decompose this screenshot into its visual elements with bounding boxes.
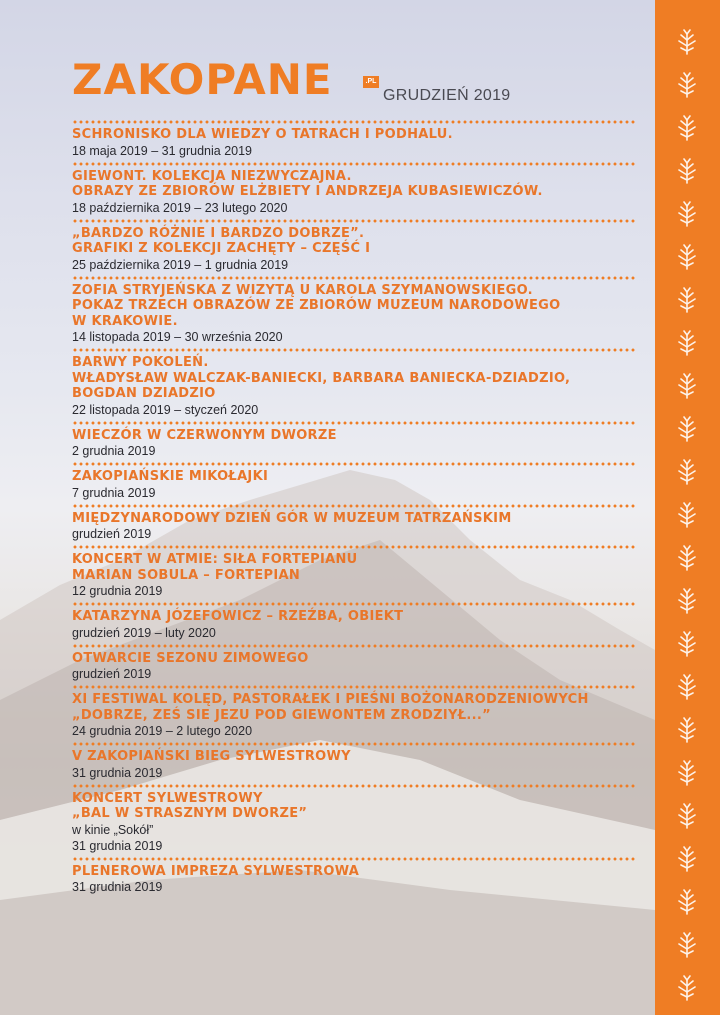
event-item [72, 606, 640, 644]
event-date: 18 maja 2019 – 31 grudnia 2019 [72, 143, 253, 158]
event-item [72, 166, 640, 219]
event-date: 2 grudnia 2019 [72, 444, 156, 458]
leaf-ornament-icon [673, 630, 701, 658]
event-item [72, 124, 640, 162]
leaf-ornament-icon [673, 716, 701, 744]
event-title: KONCERT W ATMIE: SIŁA FORTEPIANU [72, 552, 358, 567]
leaf-ornament-icon [673, 544, 701, 572]
leaf-ornament-icon [673, 114, 701, 142]
event-item [72, 746, 640, 784]
event-item [72, 280, 640, 349]
event-item [72, 466, 640, 504]
leaf-ornament-icon [673, 71, 701, 99]
leaf-ornament-icon [673, 157, 701, 185]
leaf-ornament-icon [673, 974, 701, 1002]
leaf-ornament-icon [673, 329, 701, 357]
event-title: WŁADYSŁAW WALCZAK-BANIECKI, BARBARA BANIECKA-DZIADZIO, [72, 370, 571, 386]
leaf-ornament-icon [673, 673, 701, 701]
event-date: 25 października 2019 – 1 grudnia 2019 [72, 257, 289, 272]
leaf-ornament-icon [673, 286, 701, 314]
event-date: 31 grudnia 2019 [72, 838, 163, 853]
event-item [72, 549, 640, 602]
month-label: GRUDZIEŃ 2019 [383, 87, 511, 104]
event-venue: w kinie „Sokół” [72, 822, 154, 837]
event-date: 7 grudnia 2019 [72, 485, 156, 500]
event-date: 12 grudnia 2019 [72, 584, 163, 598]
event-title: BOGDAN DZIADZIO [72, 386, 216, 401]
logo-suffix: .PL [363, 76, 379, 88]
leaf-ornament-icon [673, 802, 701, 830]
event-item [72, 788, 640, 857]
event-title: GIEWONT. KOLEKCJA NIEZWYCZAJNA. [72, 168, 352, 184]
event-title: PLENEROWA IMPREZA SYLWESTROWA [72, 863, 360, 879]
leaf-ornament-icon [673, 458, 701, 486]
event-item [72, 648, 640, 686]
leaf-ornament-icon [673, 28, 701, 56]
logo: ZAKOPANE [72, 55, 333, 104]
event-date: 24 grudnia 2019 – 2 lutego 2020 [72, 724, 253, 738]
leaf-ornament-icon [673, 759, 701, 787]
event-title: V ZAKOPIAŃSKI BIEG SYLWESTROWY [72, 749, 351, 764]
event-title: MARIAN SOBULA – FORTEPIAN [72, 567, 300, 583]
event-title: W KRAKOWIE. [72, 313, 178, 329]
event-date: 18 października 2019 – 23 lutego 2020 [72, 200, 288, 215]
event-item [72, 861, 640, 899]
leaf-ornament-icon [673, 415, 701, 443]
event-date: 14 listopada 2019 – 30 września 2020 [72, 330, 283, 344]
event-title: ZOFIA STRYJEŃSKA Z WIZYTĄ U KAROLA SZYMANOWSKIEGO. [72, 282, 533, 298]
event-date: 31 grudnia 2019 [72, 880, 163, 894]
leaf-ornament-icon [673, 845, 701, 873]
event-item [72, 689, 640, 742]
leaf-ornament-icon [673, 372, 701, 400]
event-title: KATARZYNA JÓZEFOWICZ – RZEŹBA, OBIEKT [72, 609, 404, 624]
event-item [72, 508, 640, 546]
event-item [72, 352, 640, 421]
leaf-ornament-icon [673, 587, 701, 615]
leaf-ornament-icon [673, 200, 701, 228]
event-date: grudzień 2019 [72, 667, 152, 681]
event-title: MIĘDZYNARODOWY DZIEŃ GÓR W MUZEUM TATRZAŃSKIM [72, 510, 512, 526]
leaf-ornament-icon [673, 931, 701, 959]
event-title: KONCERT SYLWESTROWY [72, 790, 263, 806]
event-title: GRAFIKI Z KOLEKCJI ZACHĘTY – CZĘŚĆ I [72, 241, 371, 256]
event-date: grudzień 2019 [72, 527, 152, 541]
leaf-ornament-icon [673, 243, 701, 271]
event-title: WIECZÓR W CZERWONYM DWORZE [72, 427, 337, 443]
event-title: OTWARCIE SEZONU ZIMOWEGO [72, 650, 309, 666]
leaf-ornament-icon [673, 501, 701, 529]
event-title: „BARDZO RÓŻNIE I BARDZO DOBRZE”. [72, 225, 365, 241]
leaf-ornament-icon [673, 888, 701, 916]
event-title: ZAKOPIAŃSKIE MIKOŁAJKI [72, 469, 269, 484]
event-date: 22 listopada 2019 – styczeń 2020 [72, 402, 259, 417]
event-title: XI FESTIWAL KOLĘD, PASTORAŁEK I PIEŚNI BOŻONARODZENIOWYCH [72, 692, 589, 707]
event-title: „DOBRZE, ZEŚ SIE JEZU POD GIEWONTEM ZRODZIYŁ...” [72, 707, 491, 723]
event-list [72, 120, 640, 898]
event-title: „BAL W STRASZNYM DWORZE” [72, 806, 308, 821]
event-item [72, 425, 640, 463]
event-date: 31 grudnia 2019 [72, 765, 163, 780]
event-title: POKAZ TRZECH OBRAZÓW ZE ZBIORÓW MUZEUM NARODOWEGO [72, 298, 561, 313]
event-item [72, 223, 640, 276]
event-title: OBRAZY ZE ZBIORÓW ELŻBIETY I ANDRZEJA KUBASIEWICZÓW. [72, 184, 543, 199]
event-date: grudzień 2019 – luty 2020 [72, 625, 216, 640]
decorative-strip [655, 0, 720, 1015]
event-title: BARWY POKOLEŃ. [72, 355, 209, 370]
event-title: SCHRONISKO DLA WIEDZY O TATRACH I PODHALU. [72, 127, 453, 142]
